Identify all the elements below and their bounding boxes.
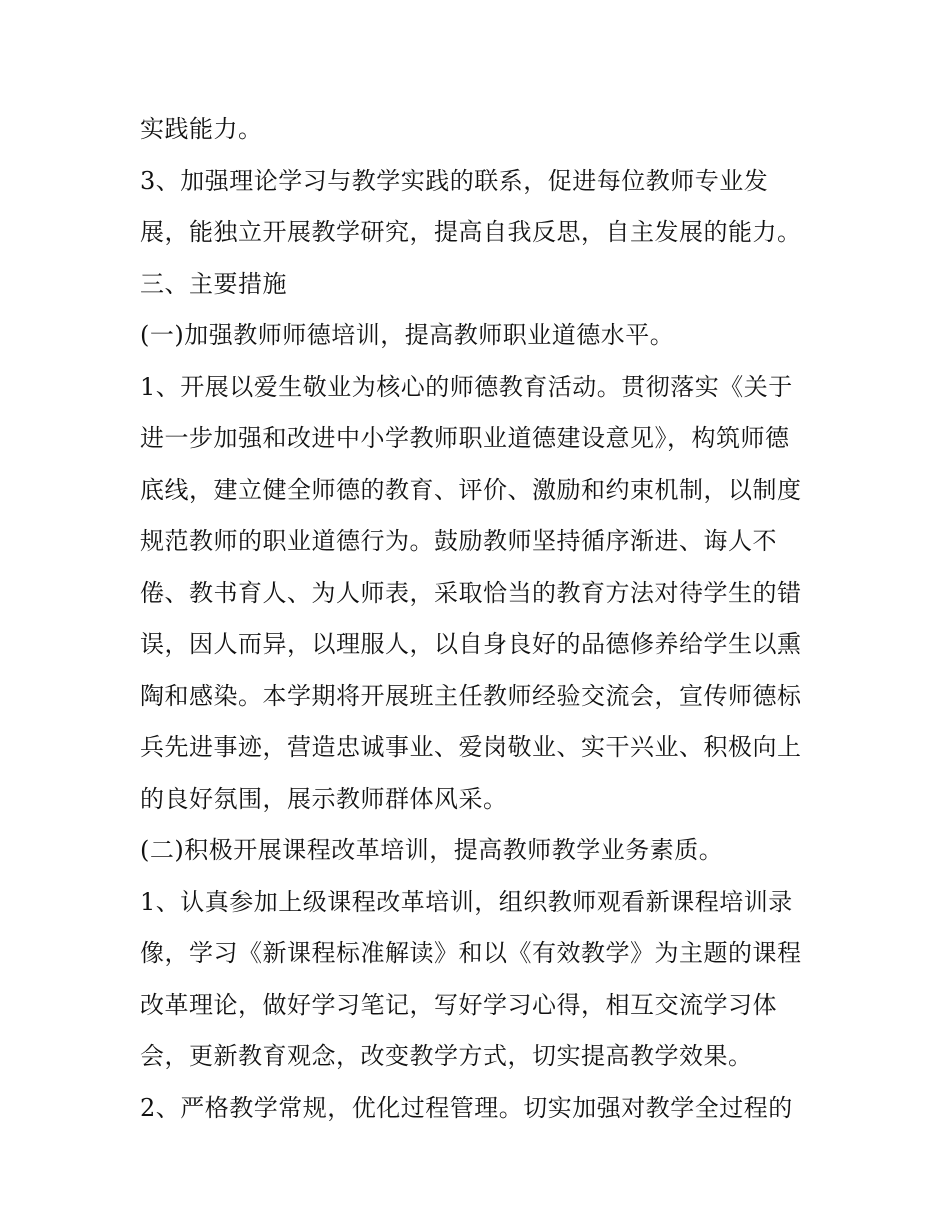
document-body	[140, 104, 820, 1134]
text-line: 的良好氛围，展示教师群体风采。	[140, 784, 508, 813]
text-line: 会，更新教育观念，改变教学方式，切实提高教学效果。	[140, 1042, 753, 1070]
subsection-heading: (二)积极开展课程改革培训，提高教师教学业务素质。	[140, 836, 724, 864]
text-line: 兵先进事迹，营造忠诚事业、爱岗敬业、实干兴业、积极向上	[140, 733, 802, 761]
text-line: 改革理论，做好学习笔记，写好学习心得，相互交流学习体	[140, 990, 777, 1019]
text-line: 误，因人而异，以理服人，以自身良好的品德修养给学生以熏	[140, 630, 802, 658]
subsection-heading: (一)加强教师师德培训，提高教师职业道德水平。	[140, 321, 675, 349]
text-line: 3、加强理论学习与教学实践的联系，促进每位教师专业发	[140, 166, 769, 195]
text-line: 倦、教书育人、为人师表，采取恰当的教育方法对待学生的错	[140, 578, 802, 607]
text-line: 展，能独立开展教学研究，提高自我反思，自主发展的能力。	[140, 218, 802, 246]
text-line: 像，学习《新课程标准解读》和以《有效教学》为主题的课程	[140, 939, 802, 967]
text-line: 1、认真参加上级课程改革培训，组织教师观看新课程培训录	[140, 887, 793, 916]
text-line: 陶和感染。本学期将开展班主任教师经验交流会，宣传师德标	[140, 681, 802, 710]
text-line: 进一步加强和改进中小学教师职业道德建设意见》，构筑师德	[140, 424, 790, 452]
text-line: 实践能力。	[140, 115, 263, 143]
text-line: 2、严格教学常规，优化过程管理。切实加强对教学全过程的	[140, 1093, 793, 1122]
text-line: 底线，建立健全师德的教育、评价、激励和约束机制，以制度	[140, 475, 802, 504]
section-heading: 三、主要措施	[140, 269, 287, 298]
text-line: 1、开展以爱生敬业为核心的师德教育活动。贯彻落实《关于	[140, 372, 793, 401]
text-line: 规范教师的职业道德行为。鼓励教师坚持循序渐进、诲人不	[140, 527, 777, 555]
